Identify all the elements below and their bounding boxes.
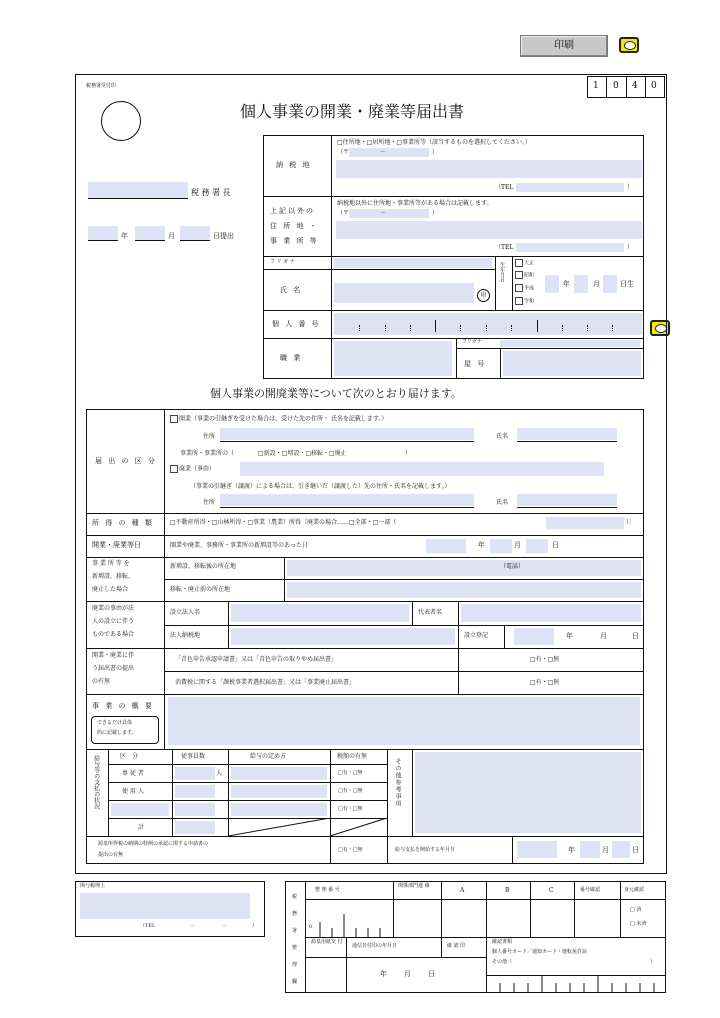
trade-name-input[interactable] bbox=[503, 351, 641, 376]
tel-close: ） bbox=[627, 244, 634, 251]
payroll-start-year-label: 年 bbox=[568, 846, 575, 854]
docs-label: の有無 bbox=[92, 678, 111, 685]
docs-label: 確認書類 bbox=[492, 939, 513, 945]
payroll-start-month-label: 月 bbox=[602, 846, 609, 854]
other-address-label: 上記以外の bbox=[270, 207, 315, 215]
office-use-label: 税 bbox=[292, 894, 298, 900]
kubun-label: 届 出 の 区 分 bbox=[95, 457, 157, 465]
furigana-input[interactable] bbox=[334, 258, 492, 268]
haigyo-name-input[interactable] bbox=[517, 494, 617, 506]
corp-label: 人の設立に伴う bbox=[92, 618, 135, 625]
docs-ticks bbox=[486, 975, 666, 993]
jigyosho-prefix: 事業所・事業所の（ bbox=[180, 450, 235, 457]
office-old-input[interactable] bbox=[287, 582, 641, 598]
jusho-label: 住所 bbox=[203, 499, 216, 506]
form-number-digit: 0 bbox=[651, 81, 657, 91]
payroll-row-label: 専 従 者 bbox=[122, 770, 144, 777]
submit-day-input[interactable] bbox=[180, 226, 210, 240]
payroll-start-day-input[interactable] bbox=[612, 841, 630, 858]
postal-dash: － bbox=[380, 210, 387, 217]
date-label: 開業・廃業等日 bbox=[92, 541, 141, 549]
shotoku-options[interactable]: □不動産所得・□山林所得・□事業（農業）所得〔廃業の場合……□全部・□一部（ bbox=[170, 519, 397, 526]
office-header: A bbox=[460, 887, 465, 894]
date-text: 開業や廃業、事務所・事業所の新増設等のあった日 bbox=[170, 542, 308, 549]
office-use-label: 整 bbox=[292, 945, 298, 951]
shotoku-close: ）〕 bbox=[626, 519, 636, 526]
row2-label: 源泉用紙交 付 bbox=[311, 939, 343, 945]
jigyosho-suffix: ） bbox=[405, 450, 412, 457]
office-use-label: 署 bbox=[292, 928, 298, 934]
preparer-label: 関与税理士 bbox=[80, 883, 106, 889]
tel-label: （TEL bbox=[495, 244, 514, 251]
postal-close: ） bbox=[432, 149, 439, 156]
tax-office-input[interactable] bbox=[88, 182, 188, 198]
form-number-digit: 0 bbox=[613, 81, 619, 91]
event-year-label: 年 bbox=[478, 541, 485, 549]
haigyo-option[interactable]: 廃業（事由） bbox=[170, 465, 215, 473]
corp-taxloc-input[interactable] bbox=[231, 628, 455, 645]
postal-dash: － bbox=[380, 149, 387, 156]
office-use-label: 務 bbox=[292, 911, 298, 917]
birth-year-label: 年 bbox=[563, 280, 570, 288]
payroll-start-era-input[interactable] bbox=[517, 841, 557, 858]
furigana-label: フ リ ガ ナ bbox=[270, 259, 295, 265]
other-address-label: 事 業 所 等 bbox=[270, 237, 319, 245]
payroll-count-input[interactable] bbox=[175, 767, 215, 780]
postal-dash: － bbox=[222, 923, 228, 929]
corp-reg-day-label: 日 bbox=[632, 632, 639, 640]
seal-icon: 印 bbox=[477, 289, 490, 302]
row2-month-label: 月 bbox=[404, 970, 411, 978]
payroll-row-label: 計 bbox=[138, 824, 145, 831]
corp-label: 廃業の事由が法 bbox=[92, 605, 135, 612]
payroll-header: 給与の定め方 bbox=[250, 753, 287, 760]
payroll-header: 区 分 bbox=[120, 753, 139, 760]
id-check-done[interactable]: □ 済 bbox=[630, 907, 642, 913]
birth-day-label: 日生 bbox=[620, 280, 634, 288]
shotoku-partial-input[interactable] bbox=[546, 517, 624, 529]
payroll-row-label: 使 用 人 bbox=[122, 788, 144, 795]
haigyo-reason-input[interactable] bbox=[240, 462, 604, 476]
other-postal-input[interactable] bbox=[349, 209, 429, 218]
era-taisho[interactable]: 大正 bbox=[515, 259, 534, 267]
preparer-tel: （TEL bbox=[140, 923, 156, 929]
row2-label: 確 認 印 bbox=[447, 943, 466, 949]
kaigyo-option[interactable]: 開業（事業の引継ぎを受けた場合は、受けた先の住所・ 氏名を記載します。） bbox=[170, 415, 387, 423]
office-header: 関係部門連 絡 bbox=[398, 883, 430, 889]
jusho-label: 住所 bbox=[203, 433, 216, 440]
other-ref-label: その他参考事項 bbox=[394, 758, 401, 807]
tax-yes-no[interactable]: □有・□無 bbox=[338, 788, 363, 794]
row2-day-label: 日 bbox=[428, 970, 435, 978]
postal-dash: － bbox=[190, 923, 196, 929]
trade-furigana-label: フリガナ bbox=[462, 339, 482, 345]
print-button[interactable]: 印刷 bbox=[520, 35, 608, 57]
era-heisei[interactable]: 平成 bbox=[515, 284, 534, 292]
office-number-mark: 0 bbox=[309, 924, 313, 930]
office-label: 新増設、移転、 bbox=[92, 573, 135, 580]
preparer-input[interactable] bbox=[80, 893, 250, 919]
era-showa[interactable]: 昭和 bbox=[515, 271, 534, 279]
corp-reg-month-label: 月 bbox=[600, 632, 607, 640]
doc1-label: 「青色申告承認申請書」又は「青色申告の取りやめ届出書」 bbox=[175, 656, 338, 663]
office-label: 廃止した場合 bbox=[92, 586, 129, 593]
year-label: 年 bbox=[121, 232, 128, 240]
corp-rep-input[interactable] bbox=[461, 604, 641, 622]
event-era-input[interactable] bbox=[426, 539, 466, 553]
other-ref-input[interactable] bbox=[415, 752, 641, 833]
tel-close: ） bbox=[627, 184, 634, 191]
corp-name-input[interactable] bbox=[231, 604, 409, 622]
haigyo-address-input[interactable] bbox=[220, 494, 474, 506]
payroll-diagonal bbox=[228, 818, 388, 836]
summary-label: 事 業 の 概 要 bbox=[92, 702, 154, 710]
nozeichi-tel-input[interactable] bbox=[516, 183, 624, 192]
postal-close: ） bbox=[432, 210, 439, 217]
doc2-yes-no[interactable]: □有・□無 bbox=[530, 679, 560, 686]
other-address-label: 住 所 地 ・ bbox=[270, 222, 319, 230]
shotoku-label: 所 得 の 種 類 bbox=[92, 519, 154, 527]
corp-taxloc-label: 法人納税地 bbox=[170, 632, 201, 639]
nozeichi-postal-input[interactable] bbox=[349, 148, 429, 157]
payroll-method-input[interactable] bbox=[231, 767, 327, 780]
payroll-start-month-input[interactable] bbox=[580, 841, 600, 858]
haigyo-note: （事業の引継ぎ（譲渡）による場合は、引き継いだ（譲渡した）先の住所・氏名を記載します。） bbox=[190, 483, 451, 490]
corp-reg-label: 設立登記 bbox=[464, 632, 489, 639]
payroll-start-day-label: 日 bbox=[632, 846, 639, 854]
event-month-input[interactable] bbox=[490, 539, 512, 553]
name-input[interactable] bbox=[334, 283, 474, 303]
payroll-method-input[interactable] bbox=[231, 785, 327, 798]
comment-icon[interactable] bbox=[619, 37, 639, 53]
trade-name-label: 屋 号 bbox=[464, 360, 487, 368]
birth-label: 生年月日 bbox=[499, 262, 505, 282]
office-header: B bbox=[505, 887, 510, 894]
birth-month-label: 月 bbox=[593, 280, 600, 288]
event-month-label: 月 bbox=[514, 541, 521, 549]
other-address-input[interactable] bbox=[336, 221, 642, 239]
form-number-digit: 4 bbox=[632, 81, 638, 91]
docs-close: ） bbox=[650, 959, 656, 965]
office-number-ticks bbox=[314, 912, 392, 938]
payroll-header: 従事員数 bbox=[181, 753, 206, 760]
corp-label: ものである場合 bbox=[92, 631, 135, 638]
tel-label: （TEL bbox=[495, 184, 514, 191]
office-header: C bbox=[549, 887, 554, 894]
postal-prefix: （〒 bbox=[337, 210, 350, 217]
birth-year-input[interactable] bbox=[545, 275, 559, 293]
nozeichi-label: 納 税 地 bbox=[276, 161, 312, 169]
page-title: 個人事業の開業・廃業等届出書 bbox=[240, 102, 465, 121]
office-header: 番号確認 bbox=[580, 887, 601, 893]
month-label: 月 bbox=[168, 232, 175, 240]
office-new-label: 新増設、移転後の所在地 bbox=[170, 563, 237, 570]
corp-reg-era-input[interactable] bbox=[514, 628, 554, 645]
doc1-yes-no[interactable]: □有・□無 bbox=[530, 656, 560, 663]
office-label: 事 業 所 等 を bbox=[92, 560, 130, 567]
corp-rep-label: 代表者名 bbox=[418, 609, 443, 616]
office-use-label: 理 bbox=[292, 962, 298, 968]
trade-furigana-input[interactable] bbox=[500, 340, 640, 347]
payroll-start-label: 給与支払を開始する年月日 bbox=[395, 847, 456, 853]
postal-prefix: （〒 bbox=[337, 149, 350, 156]
birth-day-input[interactable] bbox=[603, 275, 617, 293]
payroll-method-input[interactable] bbox=[231, 803, 327, 816]
occupation-label: 職 業 bbox=[280, 354, 303, 362]
payroll-row-input[interactable] bbox=[111, 803, 169, 816]
docs-types: 個人番号カード／通知カード・運転免許証 bbox=[492, 949, 588, 955]
office-new-input[interactable] bbox=[287, 560, 641, 576]
submit-year-input[interactable] bbox=[88, 226, 118, 240]
statement: 個人事業の開廃業等について次のとおり届けます。 bbox=[210, 387, 462, 400]
doc2-label: 消費税に関する「課税事業者選択届出書」又は「事業廃止届出書」 bbox=[175, 679, 356, 686]
docs-label: う届出書の提出 bbox=[92, 665, 135, 672]
shimei-label: 氏名 bbox=[496, 499, 509, 506]
other-address-note: 納税地以外に住所地・事業所等がある場合は記載します。 bbox=[337, 200, 493, 207]
other-tel-input[interactable] bbox=[516, 243, 624, 252]
office-header: 身元確認 bbox=[624, 887, 645, 893]
kaigyo-address-input[interactable] bbox=[220, 428, 474, 440]
payroll-count-input[interactable] bbox=[175, 803, 215, 816]
jigyosho-options[interactable]: □新設・□増設・□移転・□廃止 bbox=[258, 450, 347, 457]
birth-month-input[interactable] bbox=[574, 275, 588, 293]
submit-day-label: 日提出 bbox=[213, 232, 234, 240]
docs-label: 開業・廃業に伴 bbox=[92, 652, 135, 659]
office-phone-label: （電話） bbox=[500, 563, 525, 570]
office-old-label: 移転・廃止前の所在地 bbox=[170, 586, 231, 593]
payroll-count-input[interactable] bbox=[175, 821, 215, 834]
tel-close: ） bbox=[252, 923, 258, 929]
nozeichi-address-input[interactable] bbox=[336, 160, 642, 178]
shimei-label: 氏名 bbox=[496, 433, 509, 440]
tax-yes-no[interactable]: □有・□無 bbox=[338, 806, 363, 812]
event-day-input[interactable] bbox=[526, 539, 548, 553]
summary-input[interactable] bbox=[168, 697, 640, 745]
kaigyo-name-input[interactable] bbox=[517, 428, 617, 440]
office-use-label: 欄 bbox=[292, 979, 298, 985]
withholding-label: 源泉所得税の納期の特例の承認に関する申請書の bbox=[98, 841, 209, 847]
docs-other: その他（ bbox=[492, 959, 513, 965]
summary-note: 的に記載します。 bbox=[97, 730, 137, 736]
stamp-circle bbox=[101, 101, 141, 141]
office-header: 整 理 番 号 bbox=[315, 887, 340, 893]
withholding-label: 提出の有無 bbox=[98, 852, 124, 858]
nozeichi-options[interactable]: □住所地・□居所地・□事業所等（該当するものを選択してください。） bbox=[337, 139, 532, 146]
corp-name-label: 設立法人名 bbox=[170, 609, 201, 616]
summary-note: できるだけ具体 bbox=[97, 720, 133, 726]
tax-yes-no[interactable]: □有・□無 bbox=[338, 770, 363, 776]
id-check-undone[interactable]: □ 未済 bbox=[630, 921, 647, 927]
person-unit: 人 bbox=[216, 770, 223, 777]
row2-year-label: 年 bbox=[380, 970, 387, 978]
stamp-label: 税務署受付印 bbox=[86, 83, 117, 89]
payroll-count-input[interactable] bbox=[175, 785, 215, 798]
submit-month-input[interactable] bbox=[135, 226, 165, 240]
event-day-label: 日 bbox=[552, 541, 559, 549]
my-number-label: 個 人 番 号 bbox=[272, 320, 321, 328]
payroll-label: 給与等の支払の状況 bbox=[92, 755, 100, 809]
payroll-header: 税額の有無 bbox=[337, 753, 368, 760]
tax-office-suffix: 税 務 署 長 bbox=[191, 188, 231, 197]
name-label: 氏 名 bbox=[280, 286, 303, 294]
my-number-input[interactable] bbox=[334, 313, 642, 335]
era-reiwa[interactable]: 令和 bbox=[515, 297, 534, 305]
row2-label: 通信日付印の年月日 bbox=[352, 943, 398, 949]
withholding-yes-no[interactable]: □有・□無 bbox=[338, 847, 363, 853]
form-number-digit: 1 bbox=[593, 81, 599, 91]
corp-reg-year-label: 年 bbox=[566, 632, 573, 640]
occupation-input[interactable] bbox=[334, 341, 452, 376]
